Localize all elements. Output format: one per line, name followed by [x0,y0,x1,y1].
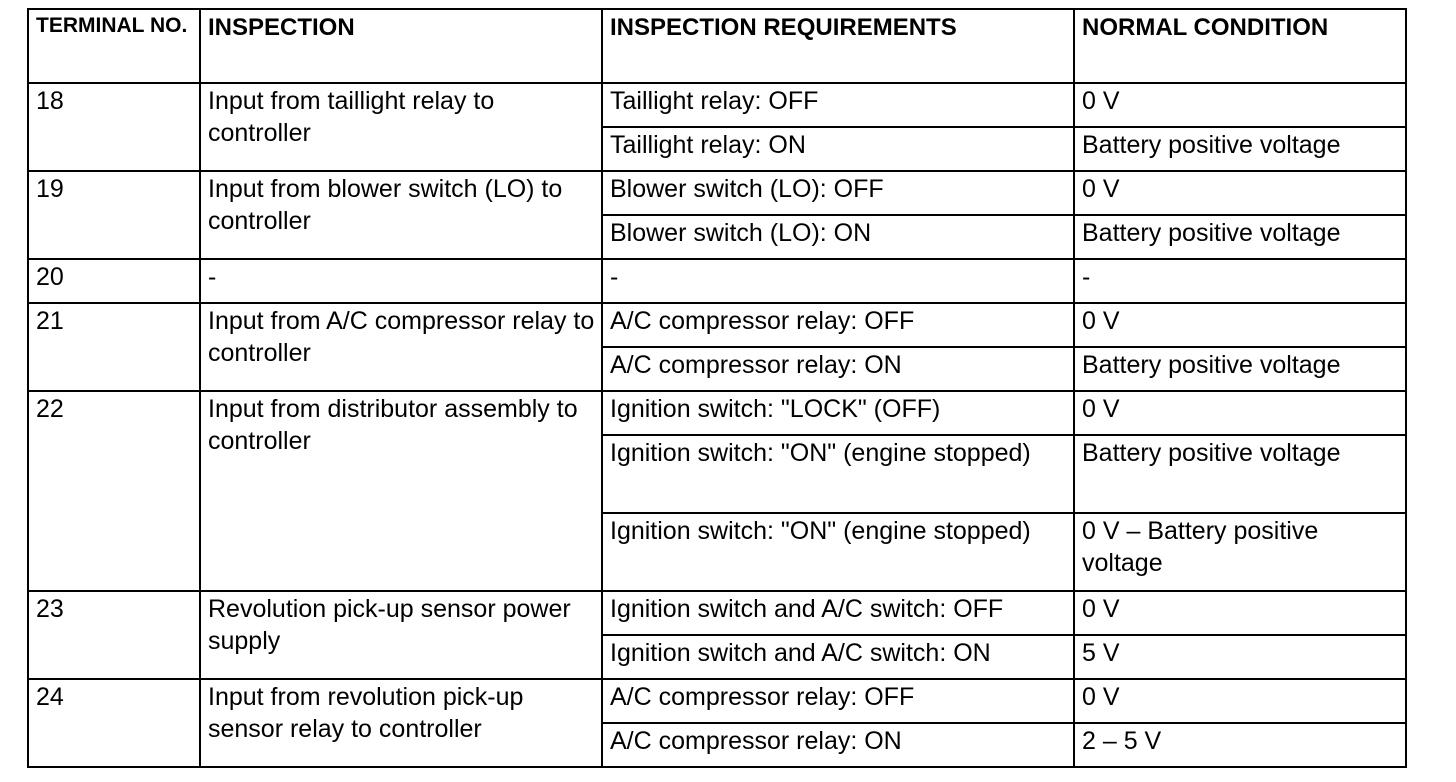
requirement-cell: Taillight relay: ON [602,127,1074,171]
header-row [28,9,1406,83]
normal-condition-cell: 0 V [1074,171,1406,215]
header-inspection: INSPECTION [200,9,602,83]
inspection-cell: Input from revolution pick-up sensor relay to controller [200,679,602,767]
inspection-cell: Revolution pick-up sensor power supply [200,591,602,679]
header-normal-condition: NORMAL CONDITION [1074,9,1406,83]
requirement-cell: A/C compressor relay: ON [602,723,1074,767]
table-header [28,9,1406,83]
requirement-cell: Ignition switch and A/C switch: ON [602,635,1074,679]
terminal-number-cell: 23 [28,591,200,679]
terminal-number-cell: 21 [28,303,200,391]
normal-condition-cell: - [1074,259,1406,303]
table-row [28,591,1406,635]
requirement-cell: Ignition switch: "ON" (engine stopped) [602,513,1074,591]
normal-condition-cell: 2 – 5 V [1074,723,1406,767]
table-body [28,83,1406,767]
requirement-cell: - [602,259,1074,303]
normal-condition-cell: Battery positive voltage [1074,435,1406,513]
table-row [28,679,1406,723]
terminal-number-cell: 24 [28,679,200,767]
requirement-cell: Blower switch (LO): ON [602,215,1074,259]
requirement-cell: Taillight relay: OFF [602,83,1074,127]
normal-condition-cell: Battery positive voltage [1074,215,1406,259]
terminal-number-cell: 20 [28,259,200,303]
normal-condition-cell: 0 V [1074,591,1406,635]
requirement-cell: A/C compressor relay: OFF [602,303,1074,347]
normal-condition-cell: 0 V [1074,83,1406,127]
terminal-number-cell: 22 [28,391,200,591]
normal-condition-cell: 0 V – Battery positive voltage [1074,513,1406,591]
normal-condition-cell: 0 V [1074,391,1406,435]
table-row [28,171,1406,215]
table-row [28,83,1406,127]
requirement-cell: Ignition switch and A/C switch: OFF [602,591,1074,635]
normal-condition-cell: Battery positive voltage [1074,127,1406,171]
requirement-cell: Blower switch (LO): OFF [602,171,1074,215]
requirement-cell: Ignition switch: "LOCK" (OFF) [602,391,1074,435]
inspection-cell: Input from A/C compressor relay to controller [200,303,602,391]
table-row [28,259,1406,303]
table-row [28,391,1406,435]
requirement-cell: A/C compressor relay: ON [602,347,1074,391]
normal-condition-cell: 0 V [1074,679,1406,723]
inspection-cell: Input from blower switch (LO) to controller [200,171,602,259]
header-inspection-requirements: INSPECTION REQUIREMENTS [602,9,1074,83]
inspection-cell: Input from distributor assembly to controller [200,391,602,591]
requirement-cell: A/C compressor relay: OFF [602,679,1074,723]
inspection-cell: - [200,259,602,303]
terminal-number-cell: 18 [28,83,200,171]
normal-condition-cell: 0 V [1074,303,1406,347]
requirement-cell: Ignition switch: "ON" (engine stopped) [602,435,1074,513]
normal-condition-cell: 5 V [1074,635,1406,679]
inspection-cell: Input from taillight relay to controller [200,83,602,171]
normal-condition-cell: Battery positive voltage [1074,347,1406,391]
terminal-inspection-table [27,8,1407,768]
terminal-number-cell: 19 [28,171,200,259]
table-row [28,303,1406,347]
header-terminal-no: TERMINAL NO. [28,9,200,83]
